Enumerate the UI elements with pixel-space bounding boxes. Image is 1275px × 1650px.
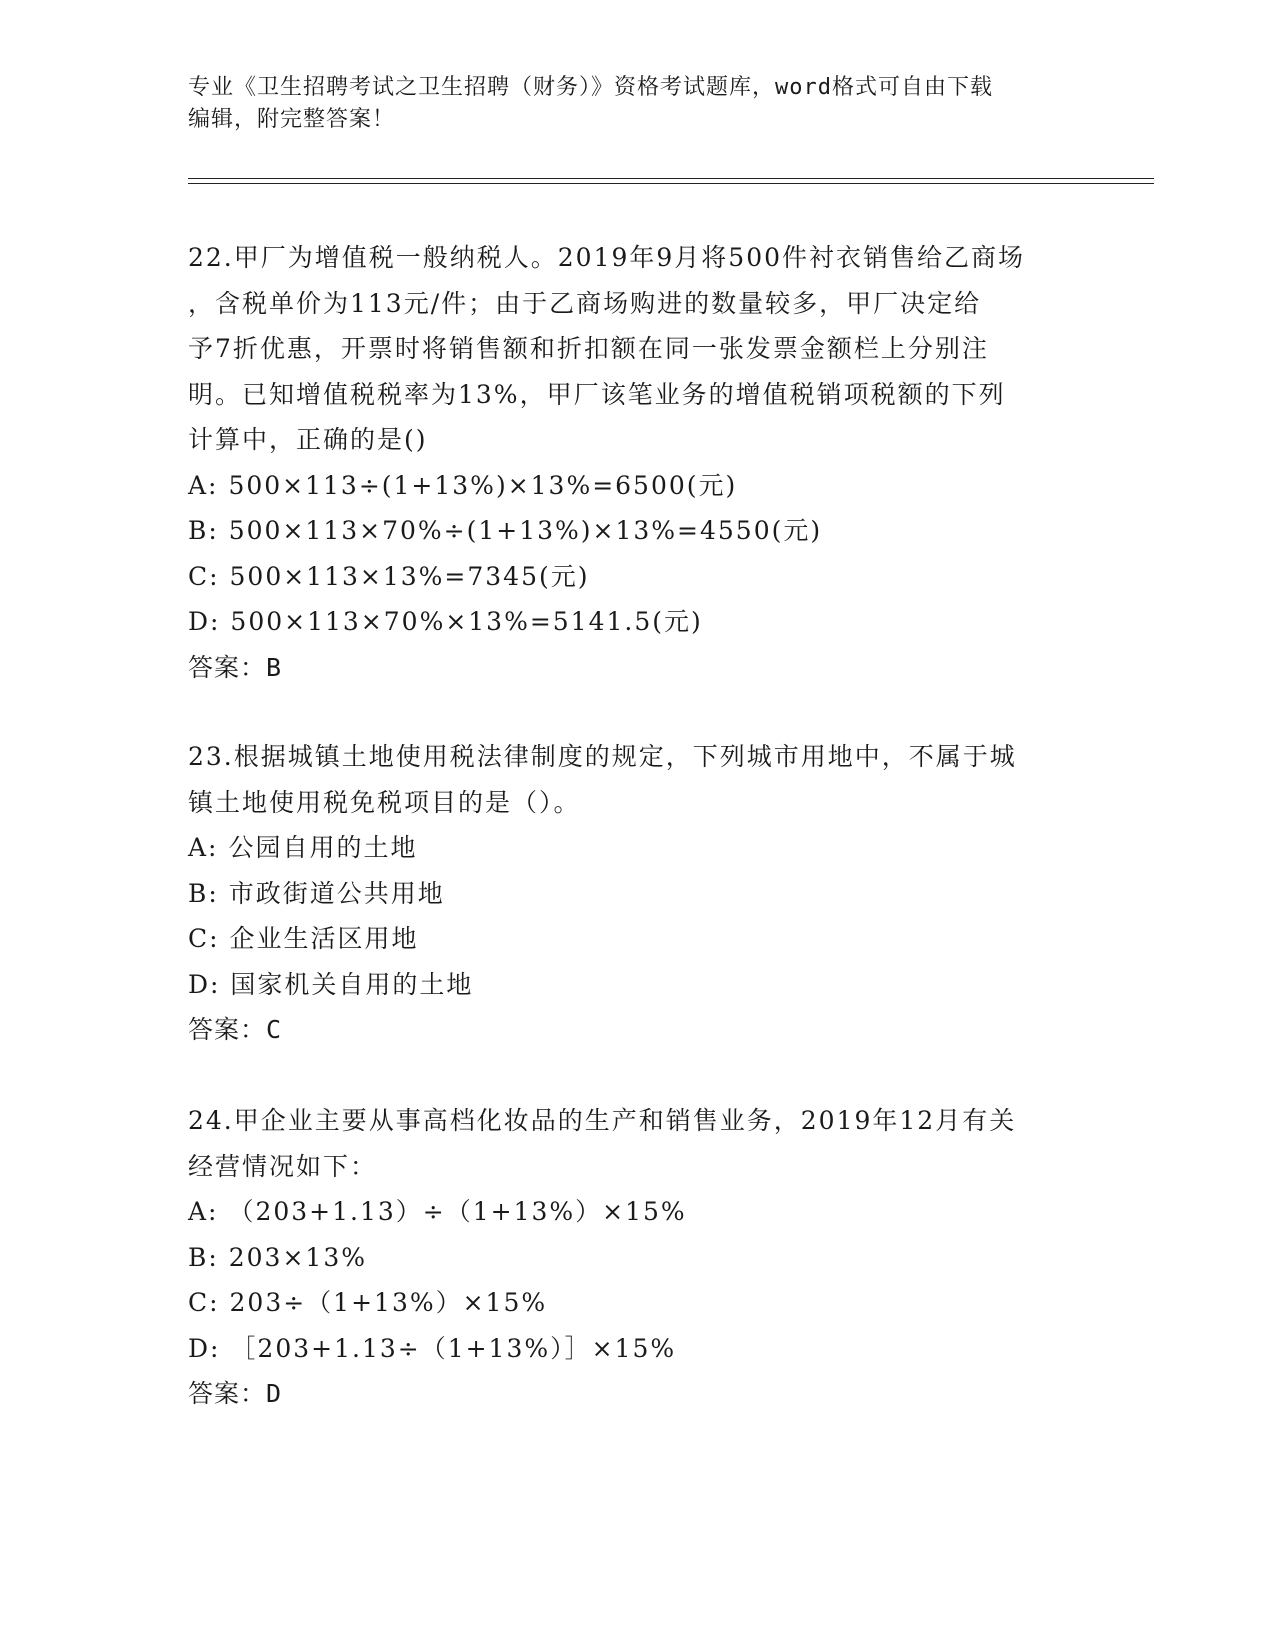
option-label: C:	[188, 1288, 220, 1317]
option-c	[188, 916, 1128, 962]
option-d	[188, 962, 1128, 1008]
answer-line: 答案：D	[188, 1379, 283, 1408]
option-text: 公园自用的土地	[228, 833, 418, 862]
header-line-2: 编辑，附完整答案！	[188, 107, 396, 132]
header-divider-top	[188, 178, 1154, 179]
option-b	[188, 1235, 1128, 1281]
option-label: B:	[188, 1242, 219, 1272]
option-text: 企业生活区用地	[229, 924, 419, 953]
option-label: C:	[188, 924, 220, 953]
option-c	[188, 554, 1128, 600]
option-text: 500×113÷(1+13%)×13%=6500(元)	[228, 470, 738, 500]
option-label: A:	[188, 470, 219, 500]
option-a	[188, 463, 1128, 509]
question-24	[188, 1098, 1128, 1417]
option-label: C:	[188, 561, 220, 591]
option-c	[188, 1280, 1128, 1326]
question-stem-line: 23.根据城镇土地使用税法律制度的规定，下列城市用地中，不属于城	[188, 742, 1017, 771]
option-label: A:	[188, 833, 219, 862]
header-divider-bottom	[188, 183, 1154, 184]
option-text: 500×113×13%=7345(元)	[229, 561, 590, 591]
option-b	[188, 871, 1128, 917]
answer-line: 答案：B	[188, 652, 283, 682]
option-label: B:	[188, 878, 219, 908]
header-line-1: 专业《卫生招聘考试之卫生招聘（财务）》资格考试题库，word格式可自由下载	[188, 75, 993, 100]
option-a	[188, 1189, 1128, 1235]
option-text: 500×113×70%÷(1+13%)×13%=4550(元)	[228, 516, 823, 545]
option-label: A:	[188, 1197, 219, 1226]
question-stem-line: ，含税单价为113元/件；由于乙商场购进的数量较多，甲厂决定给	[188, 288, 982, 318]
option-text: 500×113×70%×13%=5141.5(元)	[230, 607, 703, 636]
option-b	[188, 508, 1128, 554]
question-stem-line: 22.甲厂为增值税一般纳税人。2019年9月将500件衬衣销售给乙商场	[188, 243, 1026, 272]
option-d	[188, 599, 1128, 645]
option-text: 国家机关自用的土地	[230, 969, 474, 999]
option-text: ［203+1.13÷（1+13%）］×15%	[230, 1333, 677, 1363]
question-stem-line: 予7折优惠，开票时将销售额和折扣额在同一张发票金额栏上分别注	[188, 334, 989, 363]
question-stem-line: 24.甲企业主要从事高档化妆品的生产和销售业务，2019年12月有关	[188, 1106, 1017, 1135]
option-label: D:	[188, 1333, 221, 1363]
question-stem-line: 经营情况如下：	[188, 1151, 378, 1181]
option-text: （203+1.13）÷（1+13%）×15%	[228, 1197, 687, 1226]
option-a	[188, 825, 1128, 871]
question-stem-line: 镇土地使用税免税项目的是（）。	[188, 787, 581, 817]
question-stem-line: 计算中，正确的是()	[188, 425, 428, 454]
option-text: 203÷（1+13%）×15%	[229, 1288, 548, 1317]
option-d	[188, 1326, 1128, 1372]
option-label: D:	[188, 607, 221, 636]
document-header	[188, 72, 1108, 136]
question-23	[188, 734, 1128, 1053]
option-text: 市政街道公共用地	[228, 878, 445, 908]
answer-line: 答案：C	[188, 1015, 283, 1044]
question-stem-line: 明。已知增值税税率为13%，甲厂该笔业务的增值税销项税额的下列	[188, 379, 1006, 409]
option-label: D:	[188, 969, 221, 999]
option-text: 203×13%	[228, 1242, 367, 1272]
question-22	[188, 235, 1128, 690]
option-label: B:	[188, 516, 219, 545]
